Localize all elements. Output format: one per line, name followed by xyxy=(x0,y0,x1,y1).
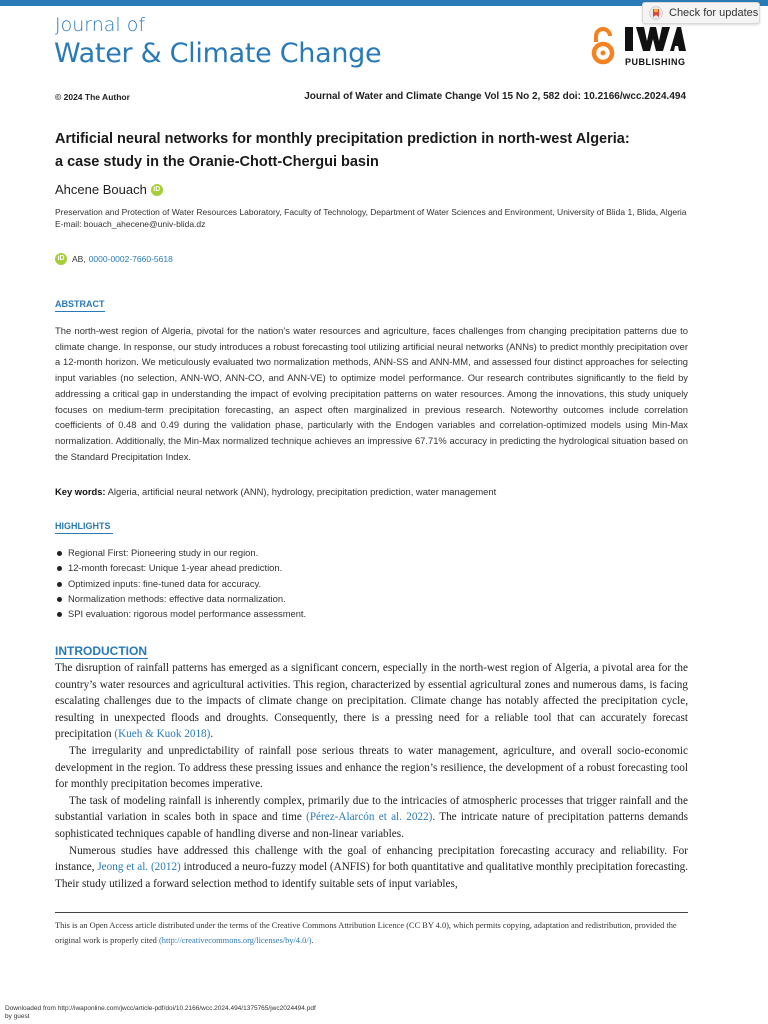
list-item: Optimized inputs: fine-tuned data for accuracy. xyxy=(55,576,306,591)
orcid-icon[interactable]: iD xyxy=(151,184,163,196)
abstract-text: The north-west region of Algeria, pivotal for the nation’s water resources and agriculture, faces challenges from changing precipitation patterns due to climate change. In response, our study introduces a robust forecasting tool utilizing artificial neural networks (ANNs) to predict monthly precipitation over a 12-month horizon. We meticulously evaluated two normalization methods, ANN-SS and ANN-MM, and assessed four distinct approaches for selecting input variables (no selection, ANN-WO, ANN-CO, and ANN-VE) to optimize model performance. Our research contributes significantly to the field by addressing a critical gap in understanding the impact of evolving precipitation patterns on water resources. Among the innovations, this study uniquely focuses on medium-term precipitation forecasting, an aspect often marginalized in previous research. Noteworthy outcomes include correlation coefficients of 0.48 and 0.49 during the validation phase, particularly with the Endogen variables and correlation-optimized models using Min-Max normalization. Additionally, the Min-Max normalized technique achieves an impressive 67.71% accuracy in predicting the hydrological situation based on the Standard Precipitation Index. xyxy=(55,325,688,462)
download-watermark: Downloaded from http://iwaponline.com/jwcc/article-pdf/doi/10.2166/wcc.2024.494/1375765/jwc2024494.pdf by guest xyxy=(5,1005,316,1020)
keywords-line xyxy=(55,486,695,497)
intro-paragraph-3: The task of modeling rainfall is inherently complex, primarily due to the intricacies of atmospheric processes that trigger rainfall and the substantial variation in scales both in space and time (Pérez-Alarcón et al. 2022). The intricate nature of precipitation patterns demands sophisticated techniques capable of handling diverse and non-linear variables. xyxy=(55,794,689,840)
author-name[interactable]: Ahcene Bouach xyxy=(55,182,147,197)
affiliation: Preservation and Protection of Water Resources Laboratory, Faculty of Technology, Department of Water Sciences and Environment, University of Blida 1, Blida, Algeria xyxy=(55,207,687,217)
citation-kueh-kuok[interactable]: (Kueh & Kuok 2018) xyxy=(114,728,211,741)
journal-of-label: Journal of xyxy=(55,14,146,36)
license-link[interactable]: (http://creativecommons.org/licenses/by/4.0/) xyxy=(158,936,312,945)
iwa-logo-icon[interactable] xyxy=(624,26,686,52)
keywords-text: Algeria, artificial neural network (ANN), hydrology, precipitation prediction, water management xyxy=(107,486,497,497)
intro-paragraph-1: The disruption of rainfall patterns has emerged as a significant concern, especially in the north-west region of Algeria, a pivotal area for the country’s water resources and agricultural activities. This region, characterized by essential agricultural zones and numerous dams, is facing escalating challenges due to the impacts of climate change on precipitation. Climate change has notably affected the precipitation cycle, resulting in unexpected floods and droughts. Consequently, there is a pressing need for a reliable tool that can accurately forecast precipitation (Kueh & Kuok 2018). xyxy=(55,662,688,741)
check-updates-icon xyxy=(649,6,663,20)
orcid-line xyxy=(55,253,173,265)
list-item: Regional First: Pioneering study in our region. xyxy=(55,545,306,560)
publishing-label: PUBLISHING xyxy=(625,57,686,67)
affiliation-block xyxy=(55,206,695,230)
footnote-rule xyxy=(55,912,688,913)
article-title xyxy=(55,128,705,174)
check-updates-label: Check for updates xyxy=(669,7,759,19)
highlights-rule xyxy=(55,533,113,534)
open-access-icon[interactable] xyxy=(590,26,616,66)
highlights-list xyxy=(55,545,306,621)
license-footnote: This is an Open Access article distributed under the terms of the Creative Commons Attribution Licence (CC BY 4.0), which permits copying, adaptation and redistribution, provided the original work is properly cited (http://creativecommons.org/licenses/by/4.0/). xyxy=(55,921,677,945)
citation-jeong[interactable]: Jeong et al. (2012) xyxy=(97,861,181,874)
copyright: © 2024 The Author xyxy=(55,92,130,102)
citation-perez-alarcon[interactable]: (Pérez-Alarcón et al. 2022) xyxy=(306,811,433,824)
keywords-label: Key words: xyxy=(55,486,106,497)
check-for-updates-button[interactable] xyxy=(642,2,760,24)
orcid-icon: iD xyxy=(55,253,67,265)
list-item: SPI evaluation: rigorous model performance assessment. xyxy=(55,606,306,621)
introduction-body xyxy=(55,660,688,892)
title-line-1: Artificial neural networks for monthly precipitation prediction in north-west Algeria: xyxy=(55,131,630,147)
introduction-rule xyxy=(55,658,148,659)
journal-name[interactable]: Water & Climate Change xyxy=(54,38,382,69)
title-line-2: a case study in the Oranie-Chott-Chergui basin xyxy=(55,154,379,170)
author-line xyxy=(55,182,163,197)
list-item: Normalization methods: effective data normalization. xyxy=(55,591,306,606)
intro-paragraph-2: The irregularity and unpredictability of rainfall pose serious threats to water management, agriculture, and overall socio-economic development in the region. To address these pressing issues and enhance the region’s resilience, the development of a robust forecasting tool for monthly precipitation becomes imperative. xyxy=(55,744,688,791)
citation-line[interactable]: Journal of Water and Climate Change Vol 15 No 2, 582 doi: 10.2166/wcc.2024.494 xyxy=(304,91,686,102)
introduction-heading: INTRODUCTION xyxy=(55,644,147,658)
abstract-heading: ABSTRACT xyxy=(55,299,105,309)
author-email[interactable]: E-mail: bouach_ahecene@univ-blida.dz xyxy=(55,219,206,229)
orcid-link[interactable]: 0000-0002-7660-5618 xyxy=(88,254,173,264)
orcid-prefix: AB, xyxy=(72,254,86,264)
list-item: 12-month forecast: Unique 1-year ahead prediction. xyxy=(55,560,306,575)
highlights-heading: HIGHLIGHTS xyxy=(55,521,111,531)
abstract-rule xyxy=(55,311,105,312)
intro-paragraph-4: Numerous studies have addressed this challenge with the goal of enhancing precipitation forecasting accuracy and reliability. For instance, Jeong et al. (2012) introduced a neuro-fuzzy model (ANFIS) for both quantitative and qualitative monthly precipitation forecasting. Their study utilized a forward selection method to identify suitable sets of input variables, xyxy=(55,844,689,890)
